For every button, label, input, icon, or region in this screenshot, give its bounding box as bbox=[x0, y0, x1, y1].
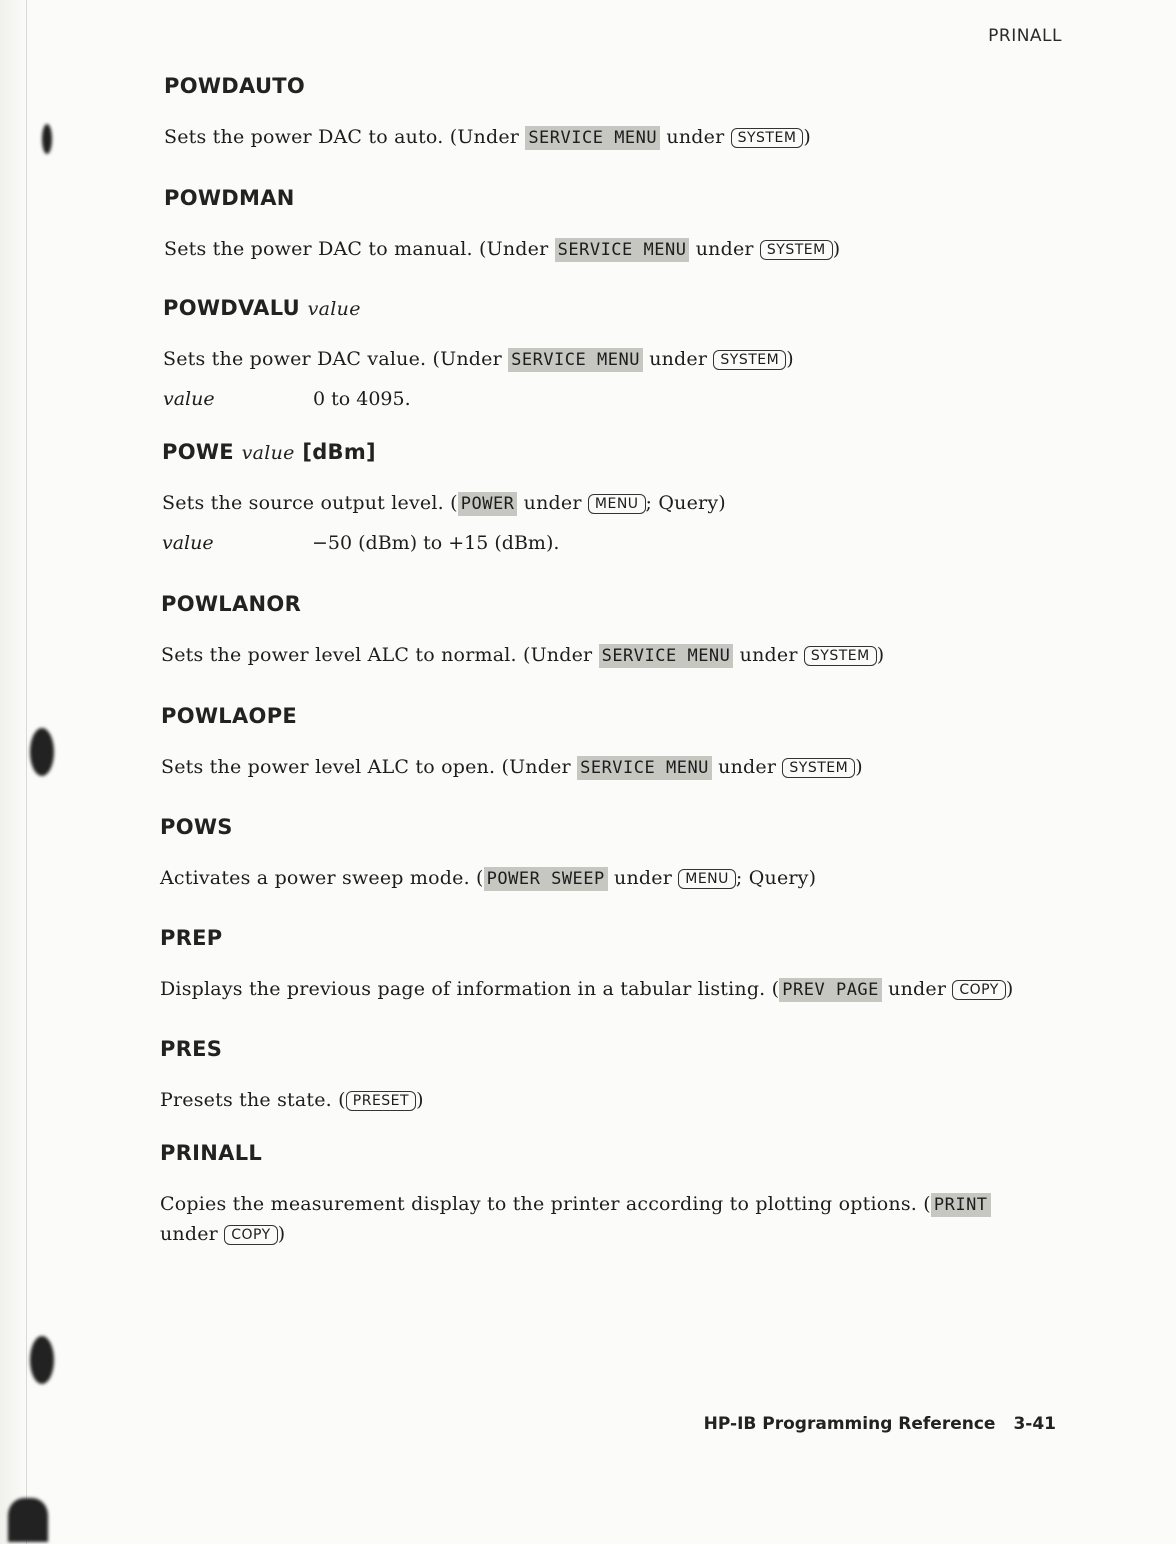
entry-powlanor bbox=[161, 592, 1061, 670]
under-text: under bbox=[649, 348, 708, 370]
parameter-row bbox=[163, 388, 1063, 410]
description-text: Sets the power DAC value. (Under bbox=[163, 348, 502, 370]
command-name: PRINALL bbox=[160, 1141, 263, 1165]
parameter-name: value bbox=[162, 532, 214, 554]
softkey-label: PRINT bbox=[931, 1193, 991, 1217]
parameter-name: value bbox=[163, 388, 215, 410]
softkey-label: SERVICE MENU bbox=[577, 756, 712, 780]
description-text: Displays the previous page of information in a tabular listing. ( bbox=[160, 978, 780, 1000]
entry-powlaope bbox=[161, 704, 1061, 782]
hardkey-label: MENU bbox=[588, 494, 646, 514]
command-name: PRES bbox=[160, 1037, 223, 1061]
command-description bbox=[163, 344, 1063, 374]
under-text: under bbox=[160, 1223, 218, 1245]
punch-hole bbox=[42, 124, 52, 154]
command-description bbox=[162, 488, 1062, 518]
command-description bbox=[160, 1189, 1040, 1249]
punch-hole bbox=[30, 728, 54, 776]
hardkey-label: SYSTEM bbox=[782, 758, 855, 778]
command-description bbox=[160, 974, 1060, 1004]
parameter-description: −50 (dBm) to +15 (dBm). bbox=[312, 532, 560, 554]
under-text: under bbox=[888, 978, 947, 1000]
command-argument: value bbox=[307, 298, 361, 320]
page-footer bbox=[704, 1414, 1056, 1434]
command-name: POWDMAN bbox=[164, 186, 295, 210]
closing-text: ) bbox=[832, 238, 841, 260]
softkey-label: PREV PAGE bbox=[779, 978, 882, 1002]
entry-powe bbox=[162, 440, 1062, 554]
command-unit: [dBm] bbox=[302, 440, 376, 464]
command-description bbox=[161, 752, 1061, 782]
description-text: Copies the measurement display to the printer according to plotting options. ( bbox=[160, 1193, 931, 1215]
command-keyword: POWE bbox=[162, 440, 234, 464]
parameter-description: 0 to 4095. bbox=[313, 388, 411, 410]
entry-powdman bbox=[164, 186, 1064, 264]
softkey-label: SERVICE MENU bbox=[599, 644, 734, 668]
command-keyword: POWDVALU bbox=[163, 296, 301, 320]
under-text: under bbox=[666, 126, 725, 148]
hardkey-label: COPY bbox=[224, 1225, 277, 1245]
command-description bbox=[160, 1085, 1060, 1115]
entry-prep bbox=[160, 926, 1060, 1004]
entry-powdvalu bbox=[163, 296, 1063, 410]
closing-text: ) bbox=[416, 1089, 424, 1111]
under-text: under bbox=[695, 238, 754, 260]
description-text: Activates a power sweep mode. ( bbox=[160, 867, 484, 889]
softkey-label: SERVICE MENU bbox=[508, 348, 643, 372]
page-number: 3-41 bbox=[1013, 1414, 1056, 1434]
command-name: PREP bbox=[160, 926, 223, 950]
entry-powdauto bbox=[164, 74, 1064, 152]
command-name: POWLANOR bbox=[161, 592, 302, 616]
hardkey-label: SYSTEM bbox=[713, 350, 786, 370]
closing-text: ) bbox=[786, 348, 794, 370]
description-text: Presets the state. ( bbox=[160, 1089, 346, 1111]
entry-prinall bbox=[160, 1141, 1040, 1249]
softkey-label: POWER SWEEP bbox=[484, 867, 608, 891]
command-description bbox=[164, 234, 1064, 264]
command-name bbox=[163, 296, 1063, 320]
command-name: POWS bbox=[160, 815, 233, 839]
punch-hole bbox=[8, 1498, 48, 1542]
parameter-row bbox=[162, 532, 1062, 554]
closing-text: ; Query) bbox=[735, 867, 817, 889]
command-name bbox=[162, 440, 1062, 464]
description-text: Sets the power level ALC to normal. (Under bbox=[161, 644, 593, 666]
description-text: Sets the source output level. ( bbox=[162, 492, 458, 514]
running-head: PRINALL bbox=[988, 26, 1062, 46]
command-description bbox=[160, 863, 1060, 893]
hardkey-label: MENU bbox=[678, 869, 736, 889]
page-binding-edge bbox=[0, 0, 27, 1544]
under-text: under bbox=[523, 492, 582, 514]
command-name: POWLAOPE bbox=[161, 704, 298, 728]
entry-pows bbox=[160, 815, 1060, 893]
under-text: under bbox=[739, 644, 798, 666]
hardkey-label: SYSTEM bbox=[760, 240, 833, 260]
hardkey-label: COPY bbox=[952, 980, 1005, 1000]
punch-hole bbox=[30, 1336, 54, 1384]
description-text: Sets the power level ALC to open. (Under bbox=[161, 756, 571, 778]
command-description bbox=[164, 122, 1064, 152]
under-text: under bbox=[614, 867, 672, 889]
footer-title: HP-IB Programming Reference bbox=[703, 1414, 996, 1434]
entry-pres bbox=[160, 1037, 1060, 1115]
softkey-label: POWER bbox=[458, 492, 518, 516]
command-name: POWDAUTO bbox=[164, 74, 306, 98]
command-argument: value bbox=[241, 442, 295, 464]
closing-text: ) bbox=[1005, 978, 1014, 1000]
softkey-label: SERVICE MENU bbox=[525, 126, 660, 150]
closing-text: ) bbox=[876, 644, 885, 666]
closing-text: ) bbox=[855, 756, 863, 778]
closing-text: ) bbox=[803, 126, 812, 148]
hardkey-label: PRESET bbox=[346, 1091, 416, 1111]
under-text: under bbox=[718, 756, 777, 778]
softkey-label: SERVICE MENU bbox=[555, 238, 690, 262]
description-text: Sets the power DAC to auto. (Under bbox=[164, 126, 520, 148]
command-description bbox=[161, 640, 1061, 670]
hardkey-label: SYSTEM bbox=[804, 646, 877, 666]
hardkey-label: SYSTEM bbox=[731, 128, 804, 148]
closing-text: ; Query) bbox=[645, 492, 726, 514]
closing-text: ) bbox=[277, 1223, 286, 1245]
description-text: Sets the power DAC to manual. (Under bbox=[164, 238, 549, 260]
